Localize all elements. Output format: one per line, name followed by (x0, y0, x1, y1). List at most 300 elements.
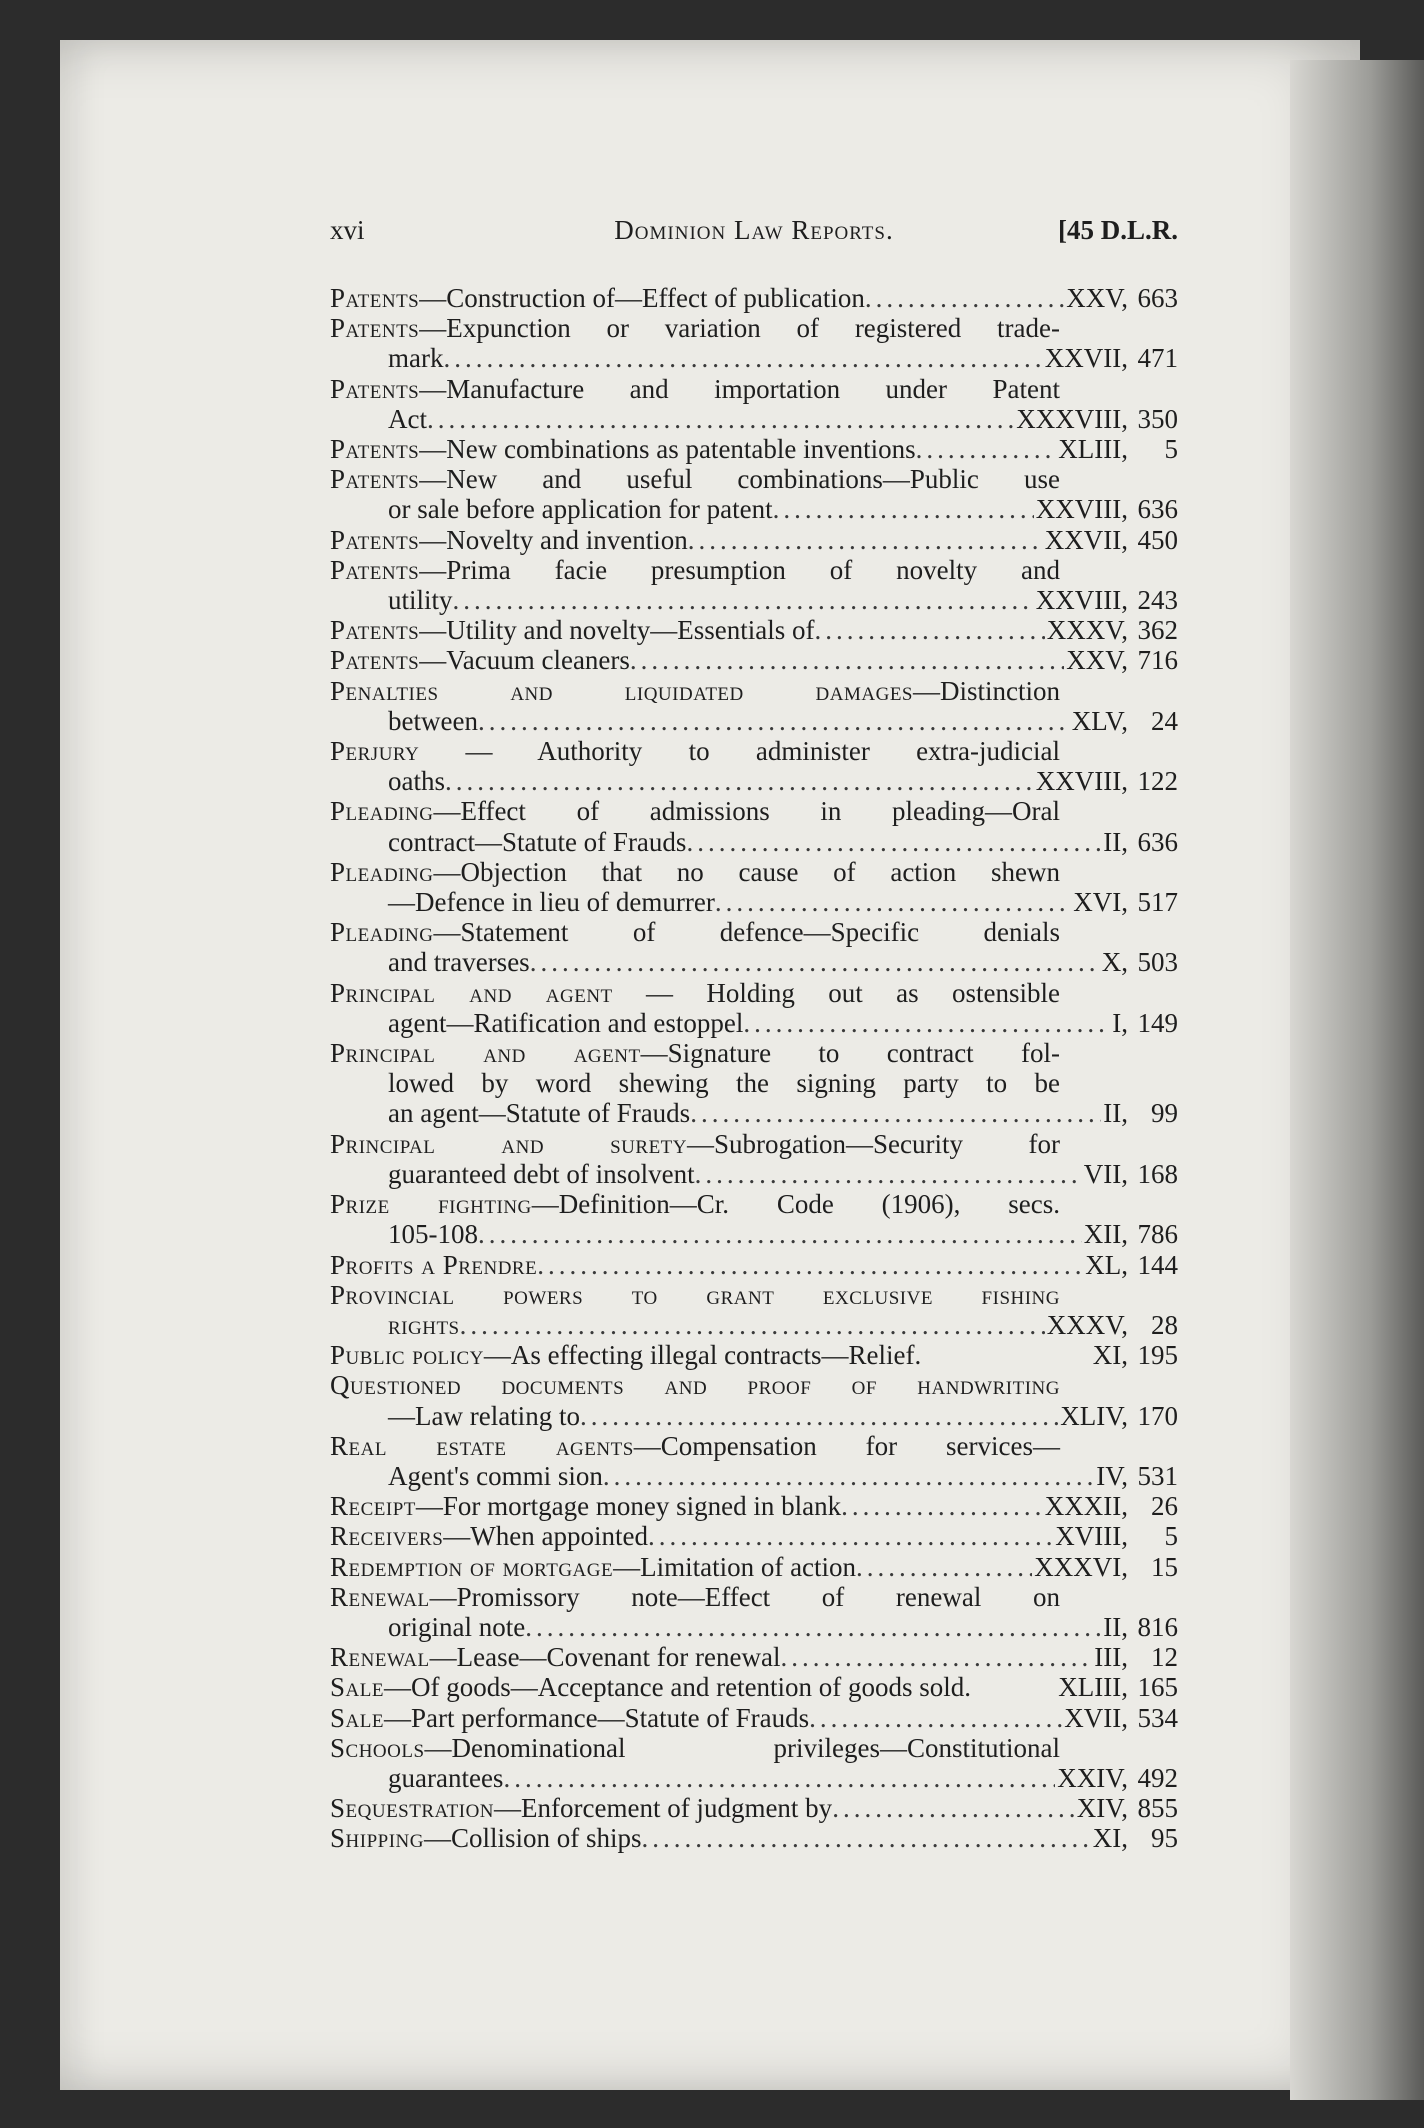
volume-page-ref (1043, 525, 1178, 555)
index-entry (330, 1703, 1178, 1733)
entry-line (330, 827, 1178, 857)
entry-subject: Penalties and liquidated damages (330, 675, 913, 706)
page-reference: 531 (1137, 1460, 1178, 1491)
entry-text: —Part performance—Statute of Frauds (383, 1702, 810, 1733)
page-reference: 471 (1137, 343, 1178, 374)
entry-text: —Enforcement of judgment by (494, 1793, 833, 1824)
entry-line (330, 796, 1178, 826)
page-reference: 636 (1137, 826, 1178, 857)
entry-line (330, 1219, 1178, 1249)
entry-text: —Collision of ships (423, 1823, 642, 1854)
entry-line (330, 525, 1178, 555)
entry-text: contract—Statute of Frauds (388, 826, 687, 857)
entry-subject: Patents (330, 645, 420, 676)
entry-subject: Sale (330, 1672, 384, 1703)
entry-text: —Defence in lieu of demurrer (388, 887, 715, 918)
entry-text: —Promissory note—Effect of renewal on (429, 1581, 1060, 1612)
entry-line (330, 1431, 1178, 1461)
page-reference: 144 (1137, 1249, 1178, 1280)
page-reference: 26 (1151, 1491, 1178, 1522)
volume-number: VII, (1083, 1158, 1128, 1189)
volume-page-ref (1056, 1672, 1178, 1702)
index-entry (330, 857, 1178, 917)
page-reference: 195 (1137, 1340, 1178, 1371)
volume-number: XXVIII, (1035, 494, 1128, 525)
volume-page-ref (1083, 1250, 1178, 1280)
index-entry (330, 796, 1178, 856)
volume-number: XXVIII, (1035, 585, 1128, 616)
dot-leader (773, 494, 1034, 524)
volume-number: XLIII, (1058, 434, 1128, 465)
entry-text: —Signature to contract fol- (640, 1038, 1060, 1069)
entry-line (330, 645, 1178, 675)
entry-text: —Denominational privileges—Constitutional (424, 1732, 1060, 1763)
entry-line (330, 1401, 1178, 1431)
index-entry (330, 1733, 1178, 1793)
page-reference: 95 (1151, 1823, 1178, 1854)
entry-line (330, 1793, 1178, 1823)
page-reference: 149 (1137, 1007, 1178, 1038)
entry-subject: Prize fighting (330, 1189, 532, 1220)
entry-text: an agent—Statute of Frauds (388, 1098, 691, 1129)
entry-subject: Sequestration (330, 1793, 495, 1824)
index-entry (330, 374, 1178, 434)
entry-subject: Sale (330, 1702, 384, 1733)
entry-text: mark (388, 343, 444, 374)
page-reference: 534 (1137, 1702, 1178, 1733)
volume-number: XII, (1083, 1219, 1128, 1250)
entry-text: Act (388, 403, 427, 434)
entry-line (330, 1250, 1178, 1280)
volume-page-ref (1034, 585, 1178, 615)
entry-text: 105-108 (388, 1219, 478, 1250)
dot-leader (690, 1098, 1101, 1128)
page-header (330, 215, 1178, 265)
entry-subject: Pleading (330, 796, 434, 827)
entry-line (330, 585, 1178, 615)
entry-subject: Patents (330, 313, 420, 344)
entry-subject: Provincial powers to grant exclusive fishing (330, 1279, 1060, 1310)
dot-leader (743, 1008, 1110, 1038)
page-reference: 663 (1137, 283, 1178, 313)
entry-text: —Compensation for services— (633, 1430, 1060, 1461)
index-entry (330, 313, 1178, 373)
entry-subject: Profits a Prendre (330, 1249, 538, 1280)
volume-number: XXV, (1066, 283, 1128, 313)
page-reference: 450 (1137, 524, 1178, 555)
volume-page-ref (1056, 434, 1178, 464)
page-reference: 636 (1137, 494, 1178, 525)
entry-text: —Limitation of action (613, 1551, 857, 1582)
dot-leader (630, 645, 1064, 675)
entry-line (330, 1038, 1178, 1068)
entry-line (330, 404, 1178, 434)
volume-number: XXXV, (1046, 1309, 1128, 1340)
entry-text: —Construction of—Effect of publication (419, 283, 865, 313)
entry-text: —Prima facie presumption of novelty and (419, 554, 1060, 585)
volume-page-ref (1064, 645, 1178, 675)
entry-text: lowed by word shewing the signing party to be (388, 1068, 1060, 1099)
entry-text: —Subrogation—Security for (687, 1128, 1060, 1159)
entry-line (330, 1189, 1178, 1219)
entry-line (330, 1521, 1178, 1551)
entry-text: —As effecting illegal contracts—Relief. (483, 1340, 922, 1371)
index-entry (330, 1793, 1178, 1823)
entry-line (330, 1703, 1178, 1733)
volume-page-ref (1043, 1491, 1178, 1521)
volume-page-ref (1043, 343, 1178, 373)
volume-page-ref (1034, 494, 1178, 524)
page-reference: 165 (1137, 1672, 1178, 1703)
entry-line (330, 706, 1178, 736)
page-edge-shadow (1290, 60, 1424, 2100)
page-reference: 5 (1164, 1521, 1178, 1552)
entry-text: —For mortgage money signed in blank (415, 1491, 842, 1522)
entry-subject: Patents (330, 554, 420, 585)
entry-line (330, 676, 1178, 706)
entry-line (330, 555, 1178, 585)
entry-subject: Patents (330, 464, 420, 495)
dot-leader (445, 766, 1034, 796)
entry-line (330, 283, 1178, 313)
index-entry (330, 283, 1178, 313)
entry-text: —Lease—Covenant for renewal (429, 1642, 781, 1673)
entry-line (330, 434, 1178, 464)
entry-line (330, 464, 1178, 494)
entry-line (330, 1310, 1178, 1340)
index-entry (330, 525, 1178, 555)
entry-subject: Principal and agent (330, 977, 613, 1008)
entry-text: guarantees (388, 1762, 504, 1793)
entry-subject: Patents (330, 283, 420, 313)
entry-subject: Receipt (330, 1491, 416, 1522)
page-reference: 855 (1137, 1793, 1178, 1824)
volume-number: XXVII, (1044, 343, 1128, 374)
volume-number: XL, (1085, 1249, 1128, 1280)
entry-line (330, 1461, 1178, 1491)
volume-page-ref (1101, 1098, 1178, 1128)
entry-line (330, 615, 1178, 645)
entry-line (330, 1823, 1178, 1853)
dot-leader (686, 827, 1101, 857)
entry-subject: Renewal (330, 1642, 430, 1673)
dot-leader (478, 1219, 1082, 1249)
volume-number: I, (1112, 1007, 1128, 1038)
dot-leader (916, 434, 1057, 464)
entry-line (330, 736, 1178, 766)
dot-leader (648, 1521, 1053, 1551)
volume-page-ref (1070, 706, 1178, 736)
entry-line (330, 978, 1178, 1008)
entry-line (330, 1733, 1178, 1763)
index-entry (330, 464, 1178, 524)
entry-subject: Redemption of mortgage (330, 1551, 614, 1582)
page-reference: 170 (1137, 1400, 1178, 1431)
dot-leader (832, 1793, 1075, 1823)
volume-number: XXXV, (1046, 615, 1128, 646)
volume-page-ref (1034, 766, 1178, 796)
entry-line (330, 1672, 1178, 1702)
dot-leader (642, 1823, 1091, 1853)
volume-number: XXIV, (1057, 1762, 1128, 1793)
volume-number: XIV, (1076, 1793, 1128, 1824)
volume-page-ref (1100, 947, 1178, 977)
volume-page-ref (1094, 1461, 1178, 1491)
volume-page-ref (1091, 1340, 1178, 1370)
page-reference: 243 (1137, 585, 1178, 616)
index-entry (330, 615, 1178, 645)
entry-text: —Vacuum cleaners (419, 645, 630, 676)
entry-subject: Renewal (330, 1581, 430, 1612)
index-entry (330, 1250, 1178, 1280)
volume-page-ref (1045, 1310, 1178, 1340)
volume-number: XXVII, (1044, 524, 1128, 555)
dot-leader (814, 615, 1044, 645)
volume-page-ref (1082, 1219, 1178, 1249)
page-reference: 15 (1151, 1551, 1178, 1582)
entry-text: —Statement of defence—Specific denials (433, 917, 1060, 948)
volume-page-ref (1032, 1552, 1178, 1582)
entry-subject: Patents (330, 524, 420, 555)
entry-subject: Pleading (330, 856, 434, 887)
page-reference: 786 (1137, 1219, 1178, 1250)
dot-leader (503, 1763, 1055, 1793)
page-reference: 503 (1137, 947, 1178, 978)
entry-text: oaths (388, 766, 445, 797)
entry-text: — Holding out as ostensible (612, 977, 1060, 1008)
entry-text: —Distinction (913, 675, 1060, 706)
index-entry (330, 1280, 1178, 1340)
volume-page-ref (1058, 1401, 1178, 1431)
volume-number: XLIII, (1058, 1672, 1128, 1703)
volume-number: X, (1101, 947, 1128, 978)
index-entry (330, 1431, 1178, 1491)
entry-line (330, 1129, 1178, 1159)
dot-leader (443, 343, 1042, 373)
entry-line (330, 917, 1178, 947)
dot-leader (427, 404, 1014, 434)
entry-line (330, 1280, 1178, 1310)
dot-leader (460, 1310, 1045, 1340)
entry-line (330, 1491, 1178, 1521)
entry-line (330, 857, 1178, 887)
volume-label: [45 D.L.R. (1058, 215, 1178, 245)
page-reference: 517 (1137, 887, 1178, 918)
volume-number: XXVIII, (1035, 766, 1128, 797)
volume-page-ref (1082, 1159, 1178, 1189)
entry-subject: Principal and surety (330, 1128, 687, 1159)
entry-line (330, 1642, 1178, 1672)
entry-line (330, 494, 1178, 524)
entry-line (330, 1612, 1178, 1642)
entry-text: agent—Ratification and estoppel (388, 1007, 744, 1038)
volume-page-ref (1075, 1793, 1178, 1823)
entry-text: rights (388, 1309, 460, 1340)
dot-leader (603, 1461, 1094, 1491)
volume-number: XVII, (1064, 1702, 1128, 1733)
entry-subject: Schools (330, 1732, 425, 1763)
entry-subject: Questioned documents and proof of handwriting (330, 1370, 1060, 1401)
volume-number: II, (1103, 826, 1128, 857)
index-entry (330, 1340, 1178, 1370)
dot-leader (865, 283, 1064, 313)
entry-line (330, 1763, 1178, 1793)
index-entry (330, 1823, 1178, 1853)
entry-text: —Effect of admissions in pleading—Oral (433, 796, 1060, 827)
index-entry (330, 1038, 1178, 1129)
dot-leader (715, 887, 1071, 917)
dot-leader (580, 1401, 1058, 1431)
entry-text: between (388, 705, 478, 736)
volume-page-ref (1045, 615, 1178, 645)
entry-text: —New and useful combinations—Public use (419, 464, 1060, 495)
dot-leader (530, 947, 1100, 977)
dot-leader (809, 1703, 1062, 1733)
entry-line (330, 1098, 1178, 1128)
entry-text: original note (388, 1611, 526, 1642)
entry-text: —Objection that no cause of action shewn (433, 856, 1060, 887)
dot-leader (537, 1250, 1083, 1280)
volume-number: XLIV, (1060, 1400, 1128, 1431)
index-entry (330, 1491, 1178, 1521)
entry-line (330, 947, 1178, 977)
entry-line (330, 887, 1178, 917)
volume-page-ref (1062, 1703, 1178, 1733)
page-reference: 816 (1137, 1611, 1178, 1642)
dot-leader (841, 1491, 1043, 1521)
page-reference: 28 (1151, 1309, 1178, 1340)
index-entries (330, 283, 1178, 1854)
entry-text: —Of goods—Acceptance and retention of goods sold. (383, 1672, 972, 1703)
volume-number: II, (1103, 1098, 1128, 1129)
page-reference: 350 (1137, 403, 1178, 434)
volume-number: XXXVIII, (1016, 403, 1128, 434)
entry-subject: Pleading (330, 917, 434, 948)
entry-line (330, 766, 1178, 796)
volume-number: XI, (1092, 1823, 1128, 1854)
entry-subject: Patents (330, 373, 420, 404)
entry-subject: Patents (330, 434, 420, 465)
entry-subject: Shipping (330, 1823, 424, 1854)
dot-leader (478, 706, 1070, 736)
volume-number: II, (1103, 1611, 1128, 1642)
volume-page-ref (1064, 283, 1178, 313)
volume-number: XVI, (1073, 887, 1128, 918)
volume-number: XI, (1092, 1340, 1128, 1371)
entry-subject: Public policy (330, 1340, 484, 1371)
entry-text: or sale before application for patent (388, 494, 773, 525)
page-reference: 168 (1137, 1158, 1178, 1189)
entry-line (330, 313, 1178, 343)
entry-text: —When appointed (443, 1521, 648, 1552)
entry-line (330, 343, 1178, 373)
volume-number: XXXVI, (1034, 1551, 1128, 1582)
index-entry (330, 676, 1178, 736)
volume-page-ref (1014, 404, 1178, 434)
dot-leader (856, 1552, 1032, 1582)
entry-text: guaranteed debt of insolvent (388, 1158, 695, 1189)
index-entry (330, 555, 1178, 615)
page-reference: 12 (1151, 1642, 1178, 1673)
index-entry (330, 1129, 1178, 1189)
index-entry (330, 736, 1178, 796)
page-reference: 492 (1137, 1762, 1178, 1793)
volume-number: XXV, (1066, 645, 1128, 676)
volume-page-ref (1101, 827, 1178, 857)
entry-text: —Law relating to (388, 1400, 580, 1431)
dot-leader (688, 525, 1043, 555)
index-entry (330, 1582, 1178, 1642)
index-entry (330, 645, 1178, 675)
volume-number: III, (1094, 1642, 1128, 1673)
entry-subject: Patents (330, 615, 420, 646)
dot-leader (525, 1612, 1101, 1642)
page-reference: 362 (1137, 615, 1178, 646)
entry-line (330, 1370, 1178, 1400)
index-entry (330, 1672, 1178, 1702)
entry-text: Agent's commi sion (388, 1460, 603, 1491)
entry-text: —New combinations as patentable inventions (419, 434, 916, 465)
dot-leader (780, 1642, 1092, 1672)
volume-number: XLV, (1071, 705, 1128, 736)
running-title: Dominion Law Reports. (614, 215, 894, 245)
dot-leader (695, 1159, 1082, 1189)
volume-page-ref (1091, 1823, 1178, 1853)
volume-page-ref (1092, 1642, 1178, 1672)
entry-text: —Expunction or variation of registered trade- (419, 313, 1060, 344)
entry-line (330, 1159, 1178, 1189)
entry-text: — Authority to administer extra-judicial (419, 736, 1060, 767)
index-entry (330, 1642, 1178, 1672)
index-entry (330, 978, 1178, 1038)
page-reference: 24 (1151, 705, 1178, 736)
entry-subject: Principal and agent (330, 1038, 641, 1069)
volume-page-ref (1071, 887, 1178, 917)
entry-text: —Definition—Cr. Code (1906), secs. (531, 1189, 1060, 1220)
entry-subject: Real estate agents (330, 1430, 634, 1461)
entry-line (330, 1008, 1178, 1038)
entry-text: —Novelty and invention (419, 524, 688, 555)
entry-text: —Manufacture and importation under Patent (419, 373, 1060, 404)
page-reference: 716 (1137, 645, 1178, 676)
volume-number: IV, (1096, 1460, 1128, 1491)
page-reference: 5 (1164, 434, 1178, 465)
entry-line (330, 1340, 1178, 1370)
page-reference: 122 (1137, 766, 1178, 797)
entry-line (330, 1068, 1178, 1098)
page-number: xvi (330, 215, 365, 245)
volume-page-ref (1110, 1008, 1178, 1038)
page-reference: 99 (1151, 1098, 1178, 1129)
entry-text: and traverses (388, 947, 530, 978)
index-entry (330, 434, 1178, 464)
index-entry (330, 1189, 1178, 1249)
entry-text: utility (388, 585, 453, 616)
entry-line (330, 374, 1178, 404)
volume-number: XVIII, (1055, 1521, 1128, 1552)
entry-line (330, 1552, 1178, 1582)
entry-subject: Perjury (330, 736, 420, 767)
entry-line (330, 1582, 1178, 1612)
volume-number: XXXII, (1044, 1491, 1128, 1522)
entry-subject: Receivers (330, 1521, 444, 1552)
index-entry (330, 1521, 1178, 1551)
volume-page-ref (1053, 1521, 1178, 1551)
entry-text: —Utility and novelty—Essentials of (419, 615, 815, 646)
index-entry (330, 1552, 1178, 1582)
index-entry (330, 1370, 1178, 1430)
volume-page-ref (1101, 1612, 1178, 1642)
